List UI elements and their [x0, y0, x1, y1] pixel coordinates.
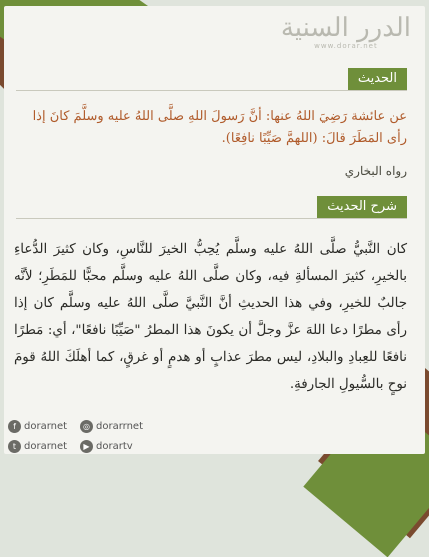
divider: [16, 90, 407, 91]
youtube-link[interactable]: [80, 440, 133, 453]
dorar-logo: [281, 14, 411, 50]
twitter-link[interactable]: [8, 440, 67, 453]
instagram-link[interactable]: [80, 420, 143, 433]
logo-site: www.dorar.net: [314, 42, 378, 50]
hadith-source: رواه البخاري: [344, 164, 407, 178]
hadith-section-label: الحديث: [348, 68, 407, 90]
instagram-handle: dorarrnet: [96, 421, 143, 432]
logo-title: الدرر السنية: [280, 13, 411, 43]
hadith-text: عن عائشة رَضِيَ اللهُ عنها: أنَّ رَسولَ اللهِ صلَّى اللهُ عليه وسلَّمَ كانَ إذا رأى المَطَرَ قالَ: (اللهمَّ صَيِّبًا نافِعًا).: [32, 109, 407, 146]
twitter-icon: t: [8, 440, 21, 453]
social-links: [8, 420, 158, 460]
divider: [16, 218, 407, 219]
youtube-icon: ▶: [80, 440, 93, 453]
youtube-handle: dorartv: [96, 441, 133, 452]
facebook-handle: dorarnet: [24, 421, 68, 432]
instagram-icon: ◎: [80, 420, 93, 433]
sharh-text: كان النَّبيُّ صلَّى اللهُ عليه وسلَّم يُحِبُّ الخيرَ للنَّاسِ، وكان كثيرَ الدُّعاءِ بالخيرِ، كثيرَ المسألةِ فيه، وكان صلَّى اللهُ عليه وسلَّم محبًّا للمَطَرِ؛ لأنَّه جالبٌ للخيرِ، وفي هذا الحديثِ أنَّ النَّبيَّ صلَّى اللهُ عليه وسلَّم كان إذا رأى مطرًا دعا اللهَ عزَّ وجلَّ أن يكونَ هذا المطرُ "صَيِّبًا نافعًا"، أي: مَطرًا نافعًا للعِبادِ والبلادِ، ليس مطرَ عذابٍ أو هدمٍ أو غرقٍ، كما أهلَكَ اللهُ قومَ نوحٍ بالسُّيولِ الجارفةِ.: [14, 242, 407, 392]
hadith-card: [4, 6, 425, 454]
facebook-icon: f: [8, 420, 21, 433]
sharh-section-label: شرح الحديث: [317, 196, 407, 218]
twitter-handle: dorarnet: [24, 441, 68, 452]
facebook-link[interactable]: [8, 420, 67, 433]
